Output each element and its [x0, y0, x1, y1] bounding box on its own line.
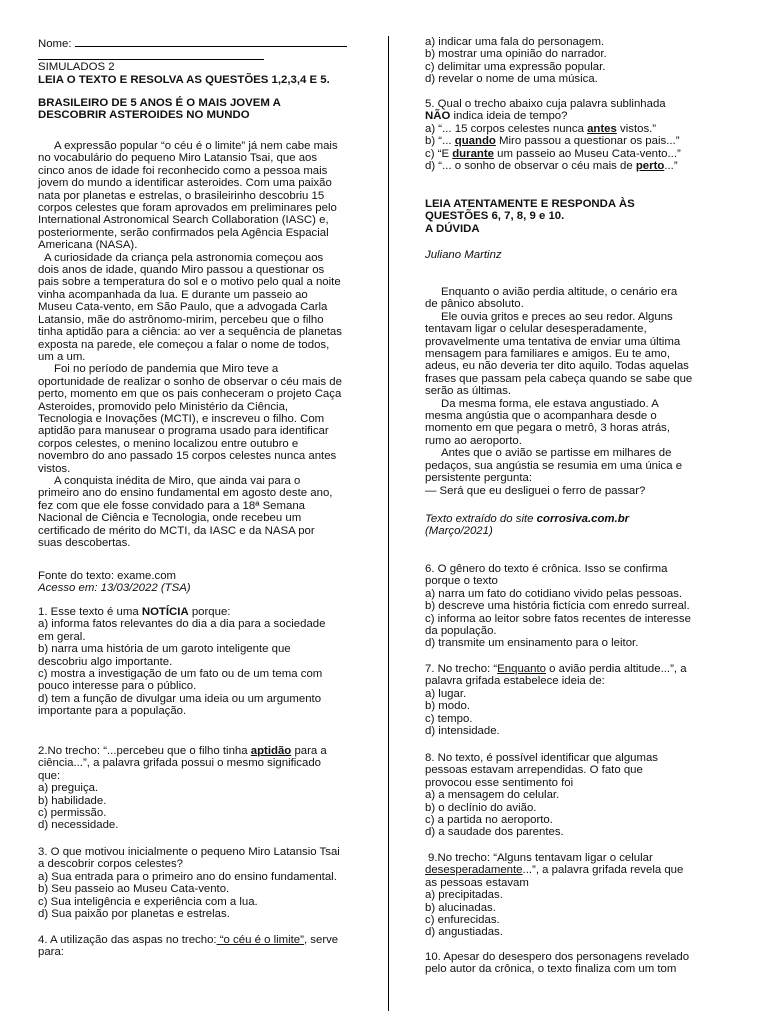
option-line: c) mostra a investigação de um fato ou de um tema com	[38, 668, 323, 681]
option-line: c) permissão.	[38, 807, 107, 820]
question-1	[38, 606, 325, 718]
q10-line-1: 10. Apesar do desespero dos personagens revelado	[425, 951, 690, 963]
q6-line-2: porque o texto	[425, 575, 498, 588]
column-divider	[388, 36, 389, 1011]
header	[38, 36, 347, 86]
q9-underlined-word: desesperadamente	[425, 864, 523, 877]
q2-prefix: 2.No trecho: “...percebeu que o filho tinha	[38, 745, 251, 757]
q7-prefix: 7. No trecho: “	[425, 663, 498, 675]
section-2-heading	[425, 198, 635, 235]
q3-line-2: a descobrir corpos celestes?	[38, 858, 183, 871]
q8-line: 8. No texto, é possível identificar que algumas	[425, 752, 659, 764]
option-line: d) revelar o nome de uma música.	[425, 73, 598, 86]
q9-line-3: as pessoas estavam	[425, 876, 529, 889]
option-line: c) a partida no aeroporto.	[425, 814, 553, 827]
option-line	[425, 160, 681, 172]
text-line: tentavam ligar o celular desesperadamente,	[425, 323, 647, 336]
text-line: posteriormente, serão confirmados pela Agência Espacial	[38, 226, 329, 239]
q5-d-post: ...”	[664, 160, 678, 173]
option-line: a) narra um fato do cotidiano vivido pelas pessoas.	[425, 587, 683, 600]
option-line: d) Sua paixão por planetas e estrelas.	[38, 908, 230, 921]
q1-bold-word: NOTÍCIA	[141, 606, 189, 618]
text-line: pais sobre a temperatura do sol e o motivo pelo qual a noite	[38, 276, 341, 289]
option-line: a) a mensagem do celular.	[425, 789, 560, 802]
q2-line-2: ciência...”, a palavra grifada possui o mesmo significado	[38, 757, 322, 770]
option-line: da população.	[425, 625, 497, 638]
text-line: momento em que pegara o metrô, 3 horas atrás,	[425, 422, 671, 435]
q9-suffix: ...”, a palavra grifada revela que	[522, 864, 684, 877]
q5-a-word: antes	[587, 122, 617, 135]
option-line: a) precipitadas.	[425, 889, 503, 902]
q9-line-1: 9.No trecho: “Alguns tentavam ligar o celular	[428, 852, 653, 864]
option-line: c) informa ao leitor sobre fatos recentes de interesse	[425, 612, 691, 625]
text-line: jovem do mundo a identificar asteroides. Com uma paixão	[38, 177, 332, 190]
q5-c-word: durante	[452, 147, 494, 160]
option-line: a) preguiça.	[38, 782, 99, 795]
text-line: Enquanto o avião perdia altitude, o cenário era	[441, 286, 678, 298]
text-line: A expressão popular “o céu é o limite” já nem cabe mais	[54, 140, 338, 152]
option-line: b) descreve uma história fictícia com enredo surreal.	[425, 600, 690, 613]
text-line: Nacional de Ciência e Tecnologia, onde recebeu um	[38, 512, 302, 525]
section-2-line-2: QUESTÕES 6, 7, 8, 9 e 10.	[425, 210, 565, 223]
q5-nao: NÃO	[425, 110, 451, 123]
option-line: d) necessidade.	[38, 819, 119, 832]
text-line: exposta na parede, ele começou a falar o nome de todos,	[38, 338, 330, 351]
option-line: c) Sua inteligência e experiência com a lua.	[38, 895, 258, 908]
text-line: de pânico absoluto.	[425, 298, 524, 311]
q1-prefix: 1. Esse texto é uma	[38, 606, 142, 618]
option-line: c) enfurecidas.	[425, 914, 500, 927]
q4-line-2: para:	[38, 946, 64, 959]
q5-c-pre: c) “E	[425, 147, 453, 160]
text-line: Americana (NASA).	[38, 239, 138, 252]
option-line: d) transmite um ensinamento para o leitor.	[425, 637, 639, 650]
option-line: b) Seu passeio ao Museu Cata-vento.	[38, 883, 230, 896]
text-line: Museu Cata-vento, em São Paulo, que a advogada Carla	[38, 301, 328, 314]
q5-d-pre: d) “... o sonho de observar o céu mais de	[425, 160, 636, 173]
text-line: vistos.	[38, 462, 71, 475]
option-line: c) tempo.	[425, 712, 473, 725]
question-6	[425, 563, 691, 650]
text-line: dois anos de idade, quando Miro passou a questionar os	[38, 264, 325, 277]
article-title-line-1: BRASILEIRO DE 5 ANOS É O MAIS JOVEM A	[38, 97, 281, 109]
q1-suffix: porque:	[188, 606, 231, 618]
text-line: novembro do ano passado 15 corpos celestes nunca antes	[38, 450, 337, 463]
text-line: perto, momento em que os pais conheceram o projeto Caça	[38, 388, 342, 401]
author-name: Juliano Martinz	[425, 249, 502, 261]
paragraph-1	[38, 140, 342, 252]
text-line: Tecnologia e Inovações (MCTI), e inscreveu o filho. Com	[38, 412, 325, 425]
article-body	[38, 140, 342, 549]
question-8	[425, 752, 658, 839]
option-line: a) indicar uma fala do personagem.	[425, 36, 605, 48]
question-5	[425, 98, 681, 172]
q5-b-post: Miro passou a questionar os pais...”	[495, 135, 680, 148]
option-line: d) angustiadas.	[425, 926, 503, 939]
q7-line-2: palavra grifada estabelece ideia de:	[425, 675, 605, 688]
option-line	[425, 148, 681, 160]
text-line: um a um.	[38, 350, 86, 363]
story-source	[425, 513, 629, 538]
question-4-options	[425, 36, 607, 86]
story-source-site: corrosiva.com.br	[536, 513, 630, 525]
question-10	[425, 951, 689, 976]
q5-d-word: perto	[635, 160, 665, 173]
article-title-line-2: DESCOBRIR ASTEROIDES NO MUNDO	[38, 109, 250, 122]
text-line: tinha aptidão para a ciência: ao ver a sequência de planetas	[38, 326, 342, 339]
option-line: em geral.	[38, 630, 86, 643]
article-title	[38, 97, 281, 122]
question-3	[38, 846, 340, 920]
q4-quote: “o céu é o limite”	[216, 934, 304, 946]
paragraph-2	[38, 252, 342, 364]
q7-suffix: o avião perdia altitude...”, a	[545, 663, 687, 675]
text-line: Antes que o avião se partisse em milhares de	[441, 447, 672, 460]
q5-b-pre: b) “...	[425, 135, 455, 148]
source-text: Fonte do texto: exame.com	[38, 570, 177, 582]
text-line: aptidão para manusear o programa usado para identificar	[38, 425, 329, 438]
option-line	[425, 135, 681, 147]
q3-line-1: 3. O que motivou inicialmente o pequeno Miro Latansio Tsai	[38, 846, 340, 858]
text-line: — Será que eu desliguei o ferro de passar?	[425, 484, 646, 497]
question-2	[38, 745, 327, 832]
text-line: Foi no período de pandemia que Miro teve a	[54, 363, 279, 376]
q2-underlined-word: aptidão	[250, 745, 292, 757]
text-line: serão as últimas.	[425, 385, 512, 398]
text-line: fez com que ele fosse convidado para a 18ª Semana	[38, 499, 306, 512]
text-line: rumo ao aeroporto.	[425, 434, 522, 447]
name-label: Nome:	[38, 38, 72, 50]
text-line: adeus, eu não deveria ter dito aquilo. Todas aquelas	[425, 360, 689, 373]
name-field-line[interactable]	[75, 36, 347, 47]
question-9	[425, 852, 683, 939]
q4-prefix: 4. A utilização das aspas no trecho:	[38, 934, 217, 946]
option-line: descobriu algo importante.	[38, 655, 173, 668]
text-line: International Astronomical Search Collaboration (IASC) e,	[38, 214, 329, 227]
option-line: b) alucinadas.	[425, 901, 496, 914]
text-line: mesma angústia que o acompanhara desde o	[425, 410, 657, 423]
question-4-start	[38, 934, 338, 959]
text-line: Latansio, mãe do astrônomo-mirim, percebeu que o filho	[38, 313, 324, 326]
text-line: persistente pergunta:	[425, 472, 533, 485]
text-line: suas descobertas.	[38, 537, 131, 549]
q7-underlined-word: Enquanto	[497, 663, 546, 675]
option-line: a) lugar.	[425, 687, 467, 700]
option-line: b) habilidade.	[38, 794, 107, 807]
paragraph-3	[38, 363, 342, 475]
q5-line-1: 5. Qual o trecho abaixo cuja palavra sublinhada	[425, 98, 666, 110]
q2-suffix: para a	[291, 745, 327, 757]
paragraph-4	[38, 475, 342, 549]
option-line: a) Sua entrada para o primeiro ano do ensino fundamental.	[38, 870, 337, 883]
q4-suffix: , serve	[303, 934, 339, 946]
q5-a-post: vistos.”	[616, 122, 657, 135]
source-info	[38, 570, 191, 595]
option-line: b) narra uma história de um garoto inteligente que	[38, 643, 291, 656]
instruction: LEIA O TEXTO E RESOLVA AS QUESTÕES 1,2,3,4 E 5.	[38, 73, 330, 86]
q5-c-post: um passeio ao Museu Cata-vento...”	[494, 147, 681, 160]
story-title: A DÚVIDA	[425, 222, 480, 235]
name-underline	[38, 50, 264, 60]
story-body	[425, 286, 692, 497]
text-line: Ele ouvia gritos e preces ao seu redor. Alguns	[441, 310, 673, 323]
text-line: corpos celestes, o menino localizou entre outubro e	[38, 437, 299, 450]
access-date: Acesso em: 13/03/2022 (TSA)	[38, 582, 191, 595]
q5-line-2-rest: indica ideia de tempo?	[450, 110, 568, 123]
q2-line-3: que:	[38, 769, 61, 782]
section-2-line-1: LEIA ATENTAMENTE E RESPONDA ÀS	[425, 198, 635, 210]
option-line: a) informa fatos relevantes do dia a dia para a sociedade	[38, 618, 326, 631]
text-line: Da mesma forma, ele estava angustiado. A	[441, 397, 659, 410]
story-source-prefix: Texto extraído do site	[425, 513, 537, 525]
text-line: frases que passam pela cabeça quando se sabe que	[425, 372, 693, 385]
option-line: b) modo.	[425, 700, 470, 713]
text-line: A conquista inédita de Miro, que ainda vai para o	[54, 474, 301, 487]
text-line: oportunidade de realizar o sonho de observar o céu mais de	[38, 375, 342, 388]
question-7	[425, 663, 687, 737]
text-line: primeiro ano do ensino fundamental em agosto deste ano,	[38, 487, 333, 500]
text-line: mensagem para familiares e amigos. Eu te amo,	[425, 348, 671, 361]
text-line: nata por planetas e estrelas, o brasileirinho descobriu 15	[38, 189, 325, 202]
option-line	[425, 123, 681, 135]
q8-line: provocou esse sentimento foi	[425, 776, 574, 789]
text-line: Asteroides, promovido pelo Ministério da Ciência,	[38, 400, 289, 413]
q5-b-word: quando	[454, 135, 496, 148]
story-author	[425, 249, 502, 261]
option-line: c) delimitar uma expressão popular.	[425, 60, 606, 73]
option-line: b) o declínio do avião.	[425, 801, 537, 814]
text-line: certificado de mérito do MCTI, da IASC e da NASA por	[38, 524, 315, 537]
text-line: no vocabulário do pequeno Miro Latansio Tsai, que aos	[38, 152, 318, 165]
q8-line: pessoas estavam arrependidas. O fato que	[425, 764, 643, 777]
option-line: importante para a população.	[38, 705, 187, 718]
text-line: pedaços, sua angústia se resumia em uma única e	[425, 459, 683, 472]
option-line: d) a saudade dos parentes.	[425, 826, 564, 839]
option-line: d) intensidade.	[425, 725, 500, 738]
simulado-label: SIMULADOS 2	[38, 61, 115, 74]
text-line: provavelmente uma tentativa de enviar uma última	[425, 335, 681, 348]
q10-line-2: pelo autor da crônica, o texto finaliza com um tom	[425, 963, 677, 976]
text-line: A curiosidade da criança pela astronomia começou aos	[44, 251, 324, 264]
story-source-date: (Março/2021)	[425, 525, 493, 538]
option-line: b) mostrar uma opinião do narrador.	[425, 48, 607, 61]
q5-a-pre: a) “... 15 corpos celestes nunca	[425, 122, 588, 135]
text-line: corpos celestes que foram aprovados em preliminares pelo	[38, 202, 337, 215]
text-line: cinco anos de idade foi reconhecido como a pessoa mais	[38, 164, 328, 177]
option-line: pouco interesse para o público.	[38, 680, 197, 693]
text-line: vinha acompanhada da lua. E durante um passeio ao	[38, 288, 308, 301]
option-line: d) tem a função de divulgar uma ideia ou um argumento	[38, 692, 322, 705]
q6-line-1: 6. O gênero do texto é crônica. Isso se confirma	[425, 563, 668, 575]
